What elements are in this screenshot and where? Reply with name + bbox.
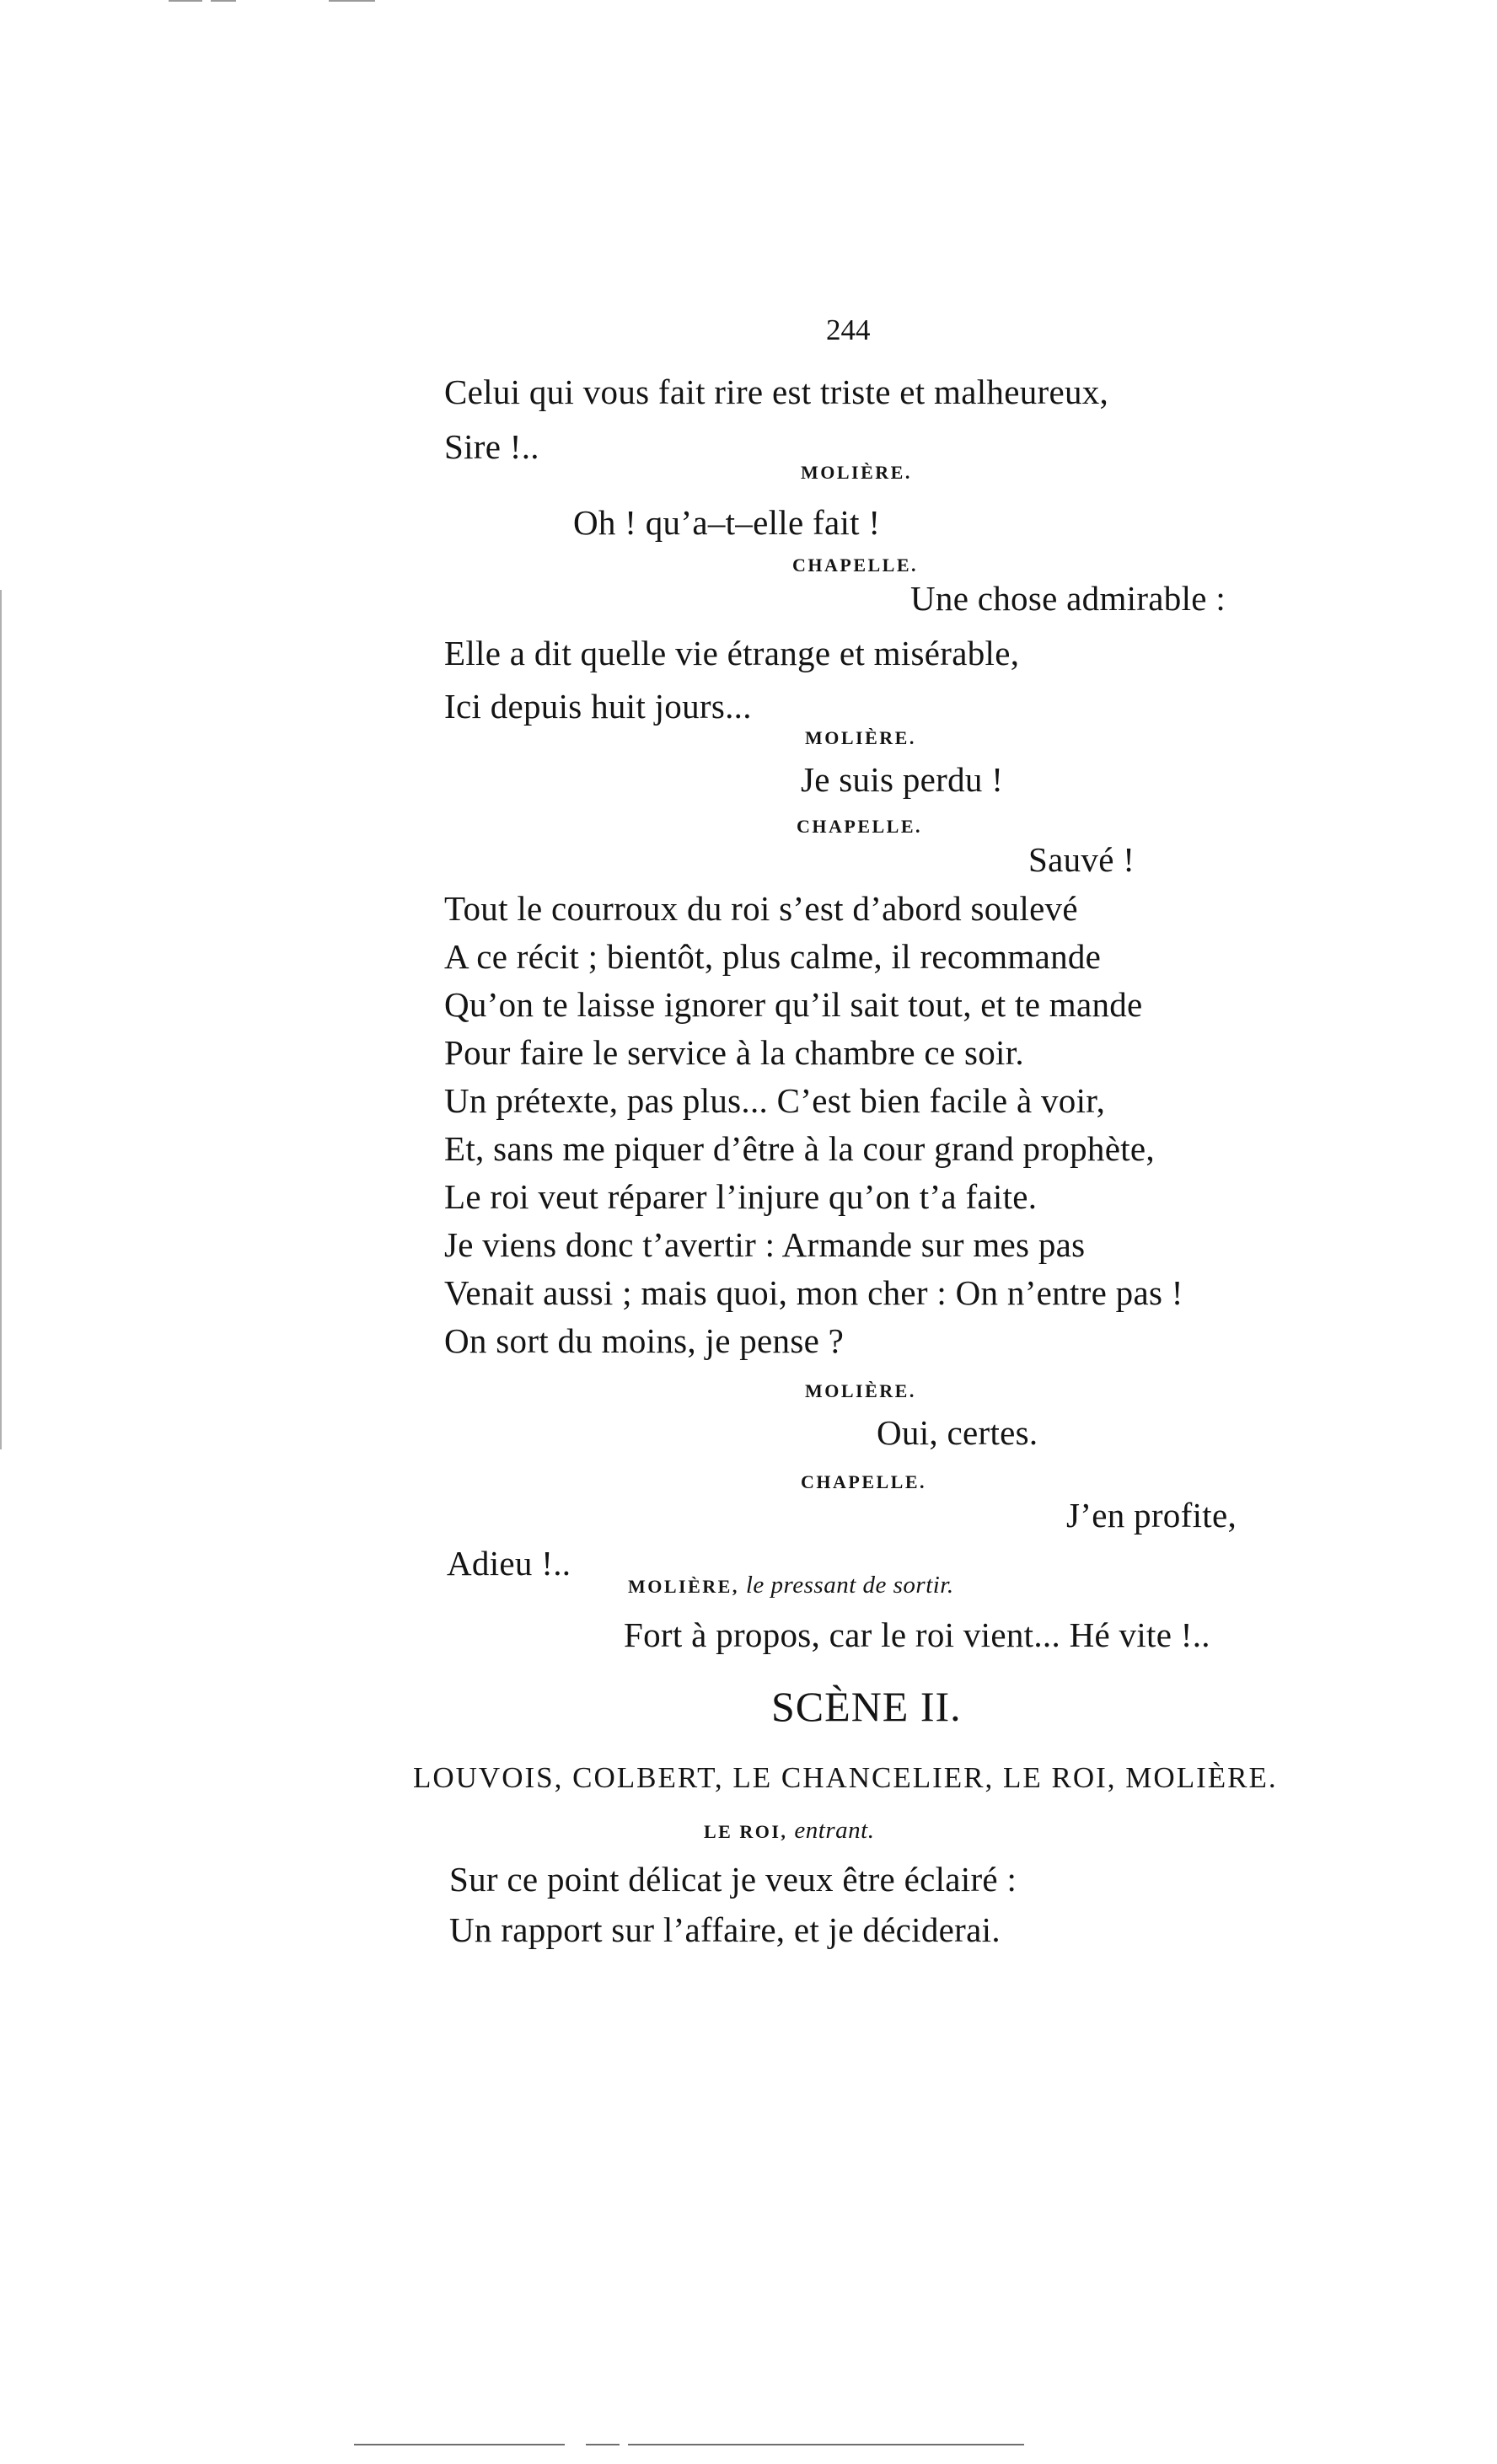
verse-line: Une chose admirable : (910, 579, 1226, 618)
stage-line (704, 1819, 874, 1843)
verse-line: Le roi veut réparer l’injure qu’on t’a faite. (444, 1177, 1038, 1216)
scan-mark-top-left (169, 0, 202, 2)
scan-mark-top-left-2 (211, 0, 236, 2)
verse-line: Et, sans me piquer d’être à la cour grand prophète, (444, 1129, 1155, 1168)
stage-direction: entrant. (794, 1817, 875, 1844)
verse-line: Oui, certes. (877, 1413, 1038, 1452)
scan-rule-bottom-3 (628, 2444, 1024, 2445)
verse-line: Je suis perdu ! (801, 760, 1004, 799)
speaker-name: MOLIÈRE, (628, 1576, 739, 1597)
verse-line: Sur ce point délicat je veux être éclairé : (449, 1860, 1017, 1899)
page-number: 244 (826, 313, 871, 346)
stage-line (628, 1573, 954, 1598)
scan-edge-left (0, 590, 2, 1449)
verse-line: Un prétexte, pas plus... C’est bien facile à voir, (444, 1081, 1106, 1120)
scan-mark-top-center (329, 0, 375, 2)
scan-rule-bottom-2 (586, 2444, 620, 2445)
speaker-name: MOLIÈRE. (801, 462, 912, 483)
verse-line: J’en profite, (1066, 1496, 1237, 1535)
scene-characters: LOUVOIS, COLBERT, LE CHANCELIER, LE ROI, MOLIÈRE. (413, 1761, 1278, 1794)
speaker-name: CHAPELLE. (792, 554, 919, 576)
verse-line: Fort à propos, car le roi vient... Hé vite !.. (624, 1615, 1210, 1654)
speaker-name: CHAPELLE. (801, 1471, 927, 1492)
verse-line: Qu’on te laisse ignorer qu’il sait tout, et te mande (444, 985, 1143, 1024)
verse-line: Ici depuis huit jours... (444, 687, 752, 726)
verse-line: Oh ! qu’a–t–elle fait ! (573, 503, 881, 542)
verse-line: Tout le courroux du roi s’est d’abord soulevé (444, 889, 1078, 928)
scan-rule-bottom-1 (354, 2444, 565, 2445)
verse-line: Sire !.. (444, 427, 539, 466)
verse-line: Je viens donc t’avertir : Armande sur mes pas (444, 1225, 1086, 1264)
verse-line: Celui qui vous fait rire est triste et malheureux, (444, 372, 1109, 411)
speaker-name: LE ROI, (704, 1821, 788, 1842)
verse-line: A ce récit ; bientôt, plus calme, il recommande (444, 937, 1102, 976)
speaker-name: MOLIÈRE. (805, 727, 916, 748)
verse-line: Venait aussi ; mais quoi, mon cher : On n’entre pas ! (444, 1273, 1183, 1312)
verse-line: On sort du moins, je pense ? (444, 1321, 845, 1360)
scene-title: SCÈNE II. (771, 1683, 962, 1730)
verse-line: Sauvé ! (1028, 840, 1135, 879)
stage-direction: le pressant de sortir. (745, 1572, 954, 1599)
verse-line: Pour faire le service à la chambre ce soir. (444, 1033, 1024, 1072)
verse-line: Un rapport sur l’affaire, et je déciderai. (449, 1910, 1001, 1949)
speaker-name: MOLIÈRE. (805, 1380, 916, 1401)
speaker-name: CHAPELLE. (797, 816, 923, 837)
verse-line: Elle a dit quelle vie étrange et misérable, (444, 634, 1020, 672)
verse-line: Adieu !.. (447, 1544, 571, 1583)
